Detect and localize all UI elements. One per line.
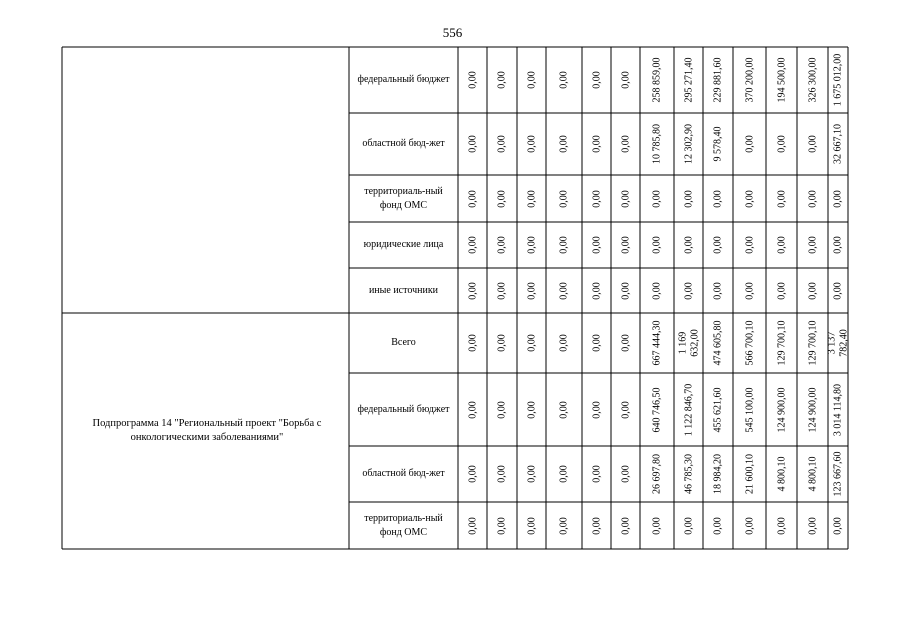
- amount-cell: [546, 113, 582, 175]
- amount-cell: [458, 222, 487, 268]
- amount-cell: [517, 222, 546, 268]
- amount-cell: [582, 268, 611, 313]
- amount-value: 0,00: [832, 516, 844, 535]
- funding-source-label: федеральный бюджет: [357, 74, 450, 86]
- amount-cell: [733, 47, 766, 113]
- amount-cell: [797, 113, 828, 175]
- amount-value: 258 859,00: [651, 57, 663, 103]
- amount-cell: [797, 175, 828, 222]
- amount-value: 21 600,10: [744, 454, 755, 494]
- amount-cell: [828, 313, 848, 373]
- amount-value: 0,00: [467, 334, 478, 352]
- amount-value: 0,00: [776, 281, 787, 300]
- amount-value: 0,00: [467, 71, 478, 89]
- amount-cell: [582, 175, 611, 222]
- amount-value: 0,00: [744, 236, 755, 254]
- amount-cell: [766, 47, 797, 113]
- amount-value: 4 800,10: [776, 456, 787, 492]
- amount-value: 0,00: [558, 281, 570, 300]
- amount-cell: [733, 502, 766, 549]
- amount-cell: [703, 47, 733, 113]
- amount-value: 0,00: [744, 281, 755, 300]
- amount-value: 1 122 846,70: [683, 383, 694, 436]
- amount-value: 10 785,80: [651, 124, 663, 164]
- amount-value: 0,00: [526, 236, 537, 254]
- amount-cell: [546, 373, 582, 446]
- amount-cell: [582, 222, 611, 268]
- amount-value: 0,00: [496, 465, 508, 483]
- amount-cell: [640, 222, 674, 268]
- amount-cell: [703, 502, 733, 549]
- amount-value: 0,00: [683, 281, 694, 300]
- amount-cell: [828, 175, 848, 222]
- amount-value: 0,00: [496, 71, 508, 89]
- amount-cell: [733, 175, 766, 222]
- amount-value: 0,00: [776, 189, 787, 208]
- amount-cell: [458, 313, 487, 373]
- amount-value: 0,00: [744, 135, 755, 153]
- amount-cell: [733, 222, 766, 268]
- funding-source-label: территориаль-ный фонд ОМС: [364, 513, 443, 538]
- amount-value: 0,00: [776, 135, 787, 153]
- amount-value: 0,00: [467, 400, 478, 419]
- amount-cell: [582, 373, 611, 446]
- amount-value: 0,00: [496, 400, 508, 419]
- amount-value: 0,00: [467, 135, 478, 153]
- amount-cell: [517, 446, 546, 502]
- amount-cell: [674, 313, 703, 373]
- amount-cell: [640, 47, 674, 113]
- amount-value: 0,00: [832, 236, 844, 254]
- amount-cell: [703, 268, 733, 313]
- amount-value: 0,00: [467, 465, 478, 483]
- amount-value: 3 014 114,80: [832, 383, 844, 436]
- amount-cell: [828, 373, 848, 446]
- amount-value: 0,00: [496, 516, 508, 535]
- amount-cell: [487, 373, 517, 446]
- amount-cell: [487, 47, 517, 113]
- amount-cell: [640, 268, 674, 313]
- amount-value: 0,00: [620, 465, 631, 483]
- amount-value: 124 900,00: [776, 387, 787, 432]
- amount-cell: [458, 175, 487, 222]
- amount-value: 129 700,10: [807, 320, 818, 366]
- amount-value: 0,00: [651, 236, 663, 254]
- amount-value: 0,00: [620, 516, 631, 535]
- amount-value: 1 675 012,00: [832, 53, 844, 107]
- amount-value: 0,00: [807, 189, 818, 208]
- funding-source-label: областной бюд-жет: [362, 468, 445, 480]
- amount-value: 0,00: [591, 400, 602, 419]
- amount-cell: [517, 502, 546, 549]
- amount-value: 545 100,00: [744, 387, 755, 432]
- amount-cell: [797, 47, 828, 113]
- amount-value: 640 746,50: [651, 387, 663, 432]
- amount-cell: [674, 175, 703, 222]
- amount-value: 0,00: [526, 334, 537, 352]
- amount-value: 229 881,60: [712, 57, 724, 103]
- amount-cell: [611, 113, 640, 175]
- amount-cell: [546, 313, 582, 373]
- amount-cell: [674, 268, 703, 313]
- amount-value: 0,00: [558, 135, 570, 153]
- funding-source-label: Всего: [391, 337, 416, 349]
- amount-value: 18 984,20: [712, 454, 724, 494]
- amount-value: 194 500,00: [776, 57, 787, 103]
- amount-cell: [797, 313, 828, 373]
- amount-value: 0,00: [558, 465, 570, 483]
- amount-value: 4 800,10: [807, 456, 818, 492]
- amount-cell: [828, 222, 848, 268]
- amount-cell: [640, 313, 674, 373]
- amount-cell: [582, 502, 611, 549]
- amount-cell: [766, 373, 797, 446]
- amount-cell: [674, 222, 703, 268]
- amount-value: 0,00: [591, 465, 602, 483]
- amount-cell: [797, 502, 828, 549]
- amount-cell: [517, 113, 546, 175]
- amount-value: 0,00: [591, 189, 602, 208]
- amount-cell: [674, 113, 703, 175]
- amount-value: 0,00: [496, 189, 508, 208]
- amount-cell: [733, 313, 766, 373]
- amount-cell: [703, 446, 733, 502]
- amount-cell: [674, 373, 703, 446]
- amount-value: 0,00: [807, 236, 818, 254]
- amount-value: 0,00: [620, 334, 631, 352]
- amount-value: 46 785,30: [683, 454, 694, 494]
- amount-value: 0,00: [807, 135, 818, 153]
- amount-value: 0,00: [620, 189, 631, 208]
- amount-value: 124 900,00: [807, 387, 818, 432]
- funding-source-label: иные источники: [368, 284, 439, 296]
- amount-value: 0,00: [526, 516, 537, 535]
- amount-value: 0,00: [526, 281, 537, 300]
- amount-cell: [733, 373, 766, 446]
- amount-cell: [797, 446, 828, 502]
- amount-value: 0,00: [591, 281, 602, 300]
- page-number: 556: [442, 25, 463, 40]
- amount-value: 0,00: [558, 516, 570, 535]
- amount-cell: [458, 268, 487, 313]
- amount-value: 0,00: [832, 189, 844, 208]
- amount-value: 370 200,00: [744, 57, 755, 103]
- amount-value: 0,00: [467, 236, 478, 254]
- amount-cell: [766, 175, 797, 222]
- amount-cell: [733, 446, 766, 502]
- amount-value: 566 700,10: [744, 320, 755, 366]
- amount-value: 0,00: [558, 71, 570, 89]
- amount-value: 0,00: [651, 281, 663, 300]
- amount-cell: [582, 446, 611, 502]
- amount-value: 667 444,30: [651, 320, 663, 366]
- amount-value: 3 137 782,40: [826, 329, 849, 357]
- amount-value: 0,00: [712, 516, 724, 535]
- amount-cell: [517, 313, 546, 373]
- funding-source-label: областной бюд-жет: [362, 138, 445, 150]
- amount-cell: [766, 113, 797, 175]
- amount-cell: [674, 47, 703, 113]
- amount-cell: [582, 47, 611, 113]
- amount-value: 0,00: [683, 516, 694, 535]
- amount-cell: [487, 502, 517, 549]
- amount-cell: [517, 47, 546, 113]
- amount-cell: [611, 222, 640, 268]
- amount-value: 0,00: [467, 189, 478, 208]
- amount-value: 0,00: [591, 71, 602, 89]
- amount-cell: [733, 113, 766, 175]
- amount-cell: [828, 502, 848, 549]
- amount-value: 0,00: [558, 236, 570, 254]
- amount-value: 455 621,60: [712, 387, 724, 432]
- amount-cell: [517, 268, 546, 313]
- amount-value: 326 300,00: [807, 57, 818, 103]
- amount-cell: [546, 47, 582, 113]
- amount-value: 0,00: [620, 236, 631, 254]
- amount-value: 0,00: [558, 400, 570, 419]
- amount-cell: [582, 113, 611, 175]
- amount-cell: [458, 502, 487, 549]
- amount-value: 32 667,10: [832, 124, 844, 164]
- amount-cell: [546, 446, 582, 502]
- amount-value: 0,00: [526, 135, 537, 153]
- amount-cell: [797, 222, 828, 268]
- amount-value: 123 667,60: [832, 451, 844, 497]
- amount-value: 0,00: [496, 281, 508, 300]
- amount-cell: [611, 268, 640, 313]
- amount-value: 0,00: [712, 189, 724, 208]
- amount-value: 0,00: [467, 516, 478, 535]
- amount-cell: [458, 47, 487, 113]
- amount-cell: [640, 175, 674, 222]
- amount-value: 0,00: [651, 189, 663, 208]
- amount-cell: [611, 373, 640, 446]
- amount-cell: [458, 373, 487, 446]
- amount-value: 0,00: [526, 465, 537, 483]
- amount-cell: [611, 446, 640, 502]
- amount-value: 0,00: [744, 516, 755, 535]
- funding-source-label: территориаль-ный фонд ОМС: [364, 186, 443, 211]
- amount-value: 0,00: [591, 334, 602, 352]
- amount-value: 26 697,80: [651, 454, 663, 494]
- amount-value: 0,00: [591, 516, 602, 535]
- amount-cell: [828, 268, 848, 313]
- amount-cell: [703, 313, 733, 373]
- amount-value: 0,00: [620, 71, 631, 89]
- amount-cell: [703, 113, 733, 175]
- amount-cell: [546, 175, 582, 222]
- amount-cell: [487, 446, 517, 502]
- amount-value: 9 578,40: [712, 126, 724, 162]
- program-name-cell: [66, 48, 348, 312]
- amount-value: 0,00: [558, 334, 570, 352]
- amount-value: 0,00: [467, 281, 478, 300]
- amount-value: 0,00: [526, 400, 537, 419]
- amount-cell: [640, 502, 674, 549]
- amount-value: 0,00: [776, 236, 787, 254]
- amount-value: 0,00: [712, 281, 724, 300]
- amount-cell: [674, 502, 703, 549]
- amount-cell: [703, 373, 733, 446]
- amount-value: 0,00: [683, 236, 694, 254]
- amount-cell: [797, 373, 828, 446]
- amount-cell: [487, 222, 517, 268]
- amount-value: 0,00: [526, 189, 537, 208]
- amount-value: 129 700,10: [776, 320, 787, 366]
- amount-cell: [674, 446, 703, 502]
- amount-cell: [640, 446, 674, 502]
- amount-cell: [733, 268, 766, 313]
- amount-cell: [517, 373, 546, 446]
- amount-cell: [458, 446, 487, 502]
- amount-cell: [766, 268, 797, 313]
- amount-value: 0,00: [591, 236, 602, 254]
- amount-cell: [546, 502, 582, 549]
- amount-cell: [640, 113, 674, 175]
- amount-value: 474 605,80: [712, 320, 724, 366]
- amount-value: 1 169 632,00: [677, 329, 700, 357]
- amount-cell: [611, 175, 640, 222]
- program-name-cell: Подпрограмма 14 "Региональный проект "Борьба с онкологическими заболеваниями": [92, 417, 322, 443]
- amount-value: 12 302,90: [683, 124, 694, 164]
- amount-value: 0,00: [832, 281, 844, 300]
- amount-cell: [828, 446, 848, 502]
- amount-cell: [546, 222, 582, 268]
- amount-cell: [766, 502, 797, 549]
- amount-cell: [828, 113, 848, 175]
- amount-cell: [582, 313, 611, 373]
- amount-cell: [487, 313, 517, 373]
- amount-value: 0,00: [807, 516, 818, 535]
- funding-source-label: юридические лица: [363, 239, 444, 251]
- amount-value: 0,00: [591, 135, 602, 153]
- amount-cell: [766, 446, 797, 502]
- amount-cell: [703, 175, 733, 222]
- amount-cell: [487, 268, 517, 313]
- amount-value: 0,00: [558, 189, 570, 208]
- amount-cell: [458, 113, 487, 175]
- amount-value: 0,00: [620, 281, 631, 300]
- amount-cell: [703, 222, 733, 268]
- amount-value: 0,00: [744, 189, 755, 208]
- amount-value: 0,00: [807, 281, 818, 300]
- amount-cell: [487, 113, 517, 175]
- amount-value: 0,00: [620, 400, 631, 419]
- amount-value: 0,00: [496, 236, 508, 254]
- amount-cell: [766, 313, 797, 373]
- amount-cell: [611, 47, 640, 113]
- funding-source-label: федеральный бюджет: [357, 403, 450, 415]
- amount-cell: [611, 313, 640, 373]
- amount-cell: [517, 175, 546, 222]
- amount-value: 0,00: [496, 334, 508, 352]
- amount-value: 0,00: [496, 135, 508, 153]
- amount-value: 0,00: [712, 236, 724, 254]
- amount-cell: [766, 222, 797, 268]
- amount-value: 0,00: [776, 516, 787, 535]
- amount-value: 295 271,40: [683, 57, 694, 103]
- amount-value: 0,00: [683, 189, 694, 208]
- amount-cell: [487, 175, 517, 222]
- amount-cell: [797, 268, 828, 313]
- amount-cell: [640, 373, 674, 446]
- amount-value: 0,00: [526, 71, 537, 89]
- amount-value: 0,00: [620, 135, 631, 153]
- amount-value: 0,00: [651, 516, 663, 535]
- amount-cell: [828, 47, 848, 113]
- amount-cell: [546, 268, 582, 313]
- amount-cell: [611, 502, 640, 549]
